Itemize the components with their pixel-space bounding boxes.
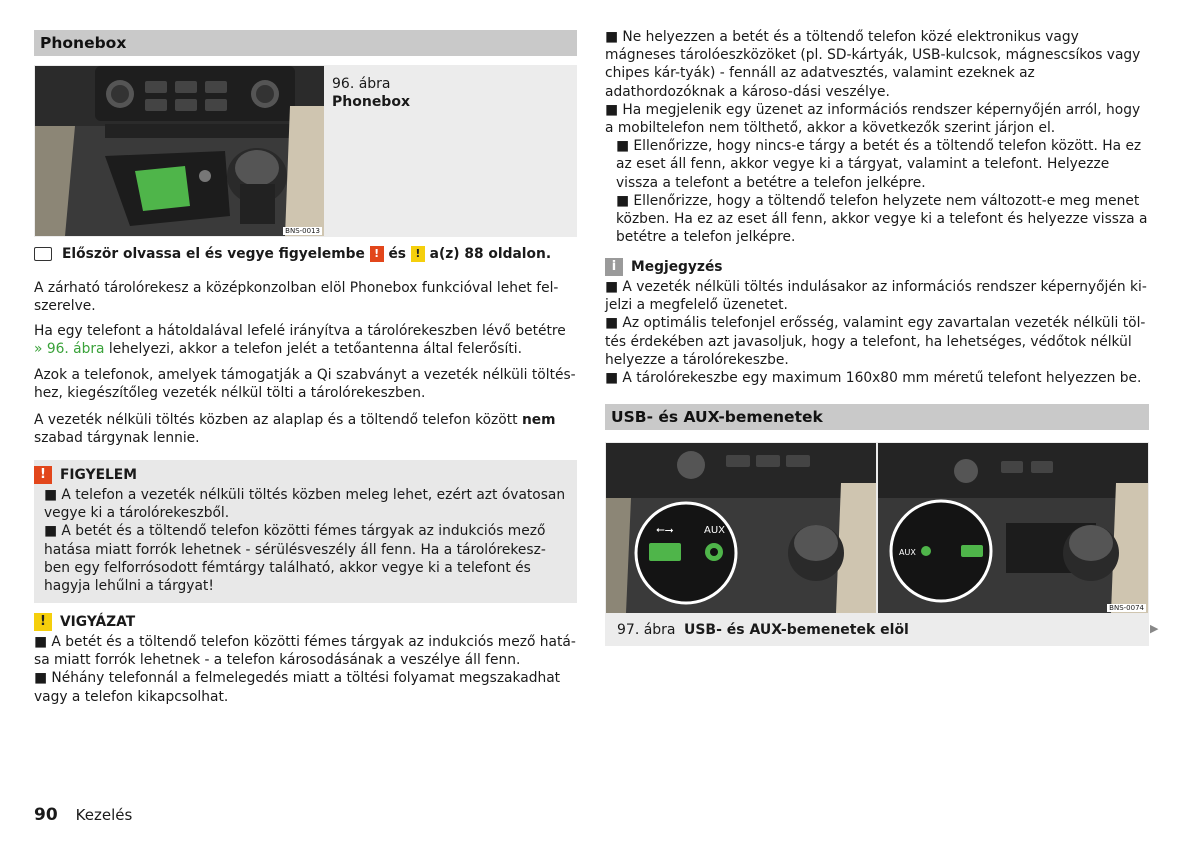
continue-arrow-icon: ▶ (1150, 622, 1159, 635)
section-heading: USB- és AUX-bemenetek (605, 404, 1149, 430)
phonebox-photo (35, 66, 324, 236)
figure-96 (34, 65, 577, 237)
aux-label: AUX (704, 525, 726, 536)
aux-label: AUX (899, 548, 916, 557)
bullet-list (605, 28, 1149, 246)
warning-box: ! FIGYELEM ■ A telefon a vezeték nélküli töltés közben meleg lehet, ezért azt óvatosan vegye ki a tárolórekeszből. ■ A betét és a töltendő telefon közötti fémes tárgyak az indukciós mező hatása miatt forrók lehetnek - sérülésveszély áll fenn. Ha a tárolórekesz-ben egy felforrósodott fémtárgy található, akkor vegye ki a telefont és hagyja lehűlni a tárgyat! (34, 460, 577, 603)
read-first-line: Először olvassa el és vegye figyelembe ! és ! a(z) 88 oldalon. (34, 246, 577, 262)
figure-97-caption (617, 622, 909, 638)
figure-link[interactable]: » 96. ábra (34, 341, 105, 358)
caution-item: ■ Néhány telefonnál a felmelegedés miatt a töltési folyamat megszakadhat vagy a telefon kikapcsolhat. (34, 670, 561, 705)
warning-item: ■ A betét és a töltendő telefon közötti fémes tárgyak az indukciós mező hatása miatt forrók lehetnek - sérülésveszély áll fenn. Ha a tárolórekesz-ben egy felforrósodott fémtárgy található, akkor vegye ki a telefont és hagyja lehűlni a tárgyat! (44, 523, 546, 595)
paragraph: A vezeték nélküli töltés közben az alaplap és a töltendő telefon között nem szabad tárgynak lennie. (34, 412, 556, 447)
note-item: ■ A tárolórekeszbe egy maximum 160x80 mm méretű telefont helyezzen be. (605, 370, 1142, 387)
note-item: ■ Az optimális telefonjel erősség, valamint egy zavartalan vezeték nélküli töl-tés érdekében azt javasoljuk, hogy a telefont, ha lehetséges, védőtok nélkül helyezze a tárolórekeszbe. (605, 315, 1146, 368)
paragraph: Azok a telefonok, amelyek támogatják a Qi szabványt a vezeték nélküli töltés-hez, kiegészítőleg vezeték nélkül tölti a tárolórekeszben. (34, 367, 576, 402)
caution-item: ■ A betét és a töltendő telefon közötti fémes tárgyak az indukciós mező hatá-sa miatt forrók lehetnek - a telefon károsodásának a veszélye áll fenn. (34, 634, 576, 669)
paragraph: Ha egy telefont a hátoldalával lefelé irányítva a tárolórekeszben lévő betétre » 96. ábra lehelyezi, akkor a telefon jelét a tetőantenna által felerősíti. (34, 323, 566, 358)
page-number: 90 (34, 805, 58, 825)
paragraph: A zárható tárolórekesz a középkonzolban elöl Phonebox funkcióval lehet fel-szerelve. (34, 280, 559, 315)
warning-icon: ! (370, 246, 384, 262)
bullet-item: ■ Ne helyezzen a betét és a töltendő telefon közé elektronikus vagy mágneses tárolóeszközöket (pl. SD-kártyák, USB-kulcsok, mágnescsíkos vagy chipes kár-tyák) - fennáll az adatvesztés, valamint ezeknek az adathordozóknak a károso-dási veszélye. (605, 29, 1141, 100)
book-icon (34, 247, 52, 261)
section-heading: Phonebox (34, 30, 577, 56)
section-name: Kezelés (75, 806, 133, 824)
figure-97 (605, 442, 1149, 646)
caution-icon: ! (411, 246, 425, 262)
note-item: ■ A vezeték nélküli töltés indulásakor az információs rendszer képernyőjén ki-jelzi a megfelelő üzenetet. (605, 279, 1147, 314)
figure-96-caption (332, 75, 410, 111)
sub-bullet-item: ■ Ellenőrizze, hogy a töltendő telefon helyzete nem változott-e meg menet közben. Ha ez az eset áll fenn, akkor vegye ki a telefont és helyezze vissza a betétre a telefon jelképre. (616, 192, 1148, 246)
bullet-item: ■ Ha megjelenik egy üzenet az információs rendszer képernyőjén arról, hogy a mobiltelefon nem tölthető, akkor a következők szerint járjon el. (605, 101, 1141, 137)
sub-bullet-item: ■ Ellenőrizze, hogy nincs-e tárgy a betét és a töltendő telefon között. Ha ez az eset áll fenn, akkor vegye ki a tárgyat, valamint a telefont. Helyezze vissza a telefont a betétre a telefon jelképre. (616, 138, 1142, 191)
usb-aux-photo (606, 443, 1148, 613)
svg-text:⭠⭢: ⭠⭢ (656, 523, 674, 536)
warning-icon: ! (34, 466, 52, 484)
warning-item: ■ A telefon a vezeték nélküli töltés közben meleg lehet, ezért azt óvatosan vegye ki a tárolórekeszből. (44, 487, 566, 522)
caution-box: ! VIGYÁZAT ■ A betét és a töltendő telefon közötti fémes tárgyak az indukciós mező hatá-sa miatt forrók lehetnek - a telefon károsodásának a veszélye áll fenn. ■ Néhány telefonnál a felmelegedés miatt a töltési folyamat megszakadhat vagy a telefon kikapcsolhat. (34, 614, 576, 705)
figure-number: 97. ábra (617, 622, 676, 638)
figure-code: BNS-0013 (285, 227, 320, 235)
figure-code: BNS-0074 (1109, 604, 1144, 612)
figure-title: Phonebox (332, 94, 410, 110)
info-icon: i (605, 258, 623, 276)
figure-title: USB- és AUX-bemenetek elöl (683, 622, 909, 638)
caution-icon: ! (34, 613, 52, 631)
page-footer (34, 805, 132, 825)
note-box: i Megjegyzés ■ A vezeték nélküli töltés indulásakor az információs rendszer képernyőjén ki-jelzi a megfelelő üzenetet. ■ Az optimális telefonjel erősség, valamint egy zavartalan vezeték nélküli töl-tés érdekében azt javasoljuk, hogy a telefont, ha lehetséges, védőtok nélkül helyezze a tárolórekeszbe. ■ A tárolórekeszbe egy maximum 160x80 mm méretű telefont helyezzen be. (605, 258, 1149, 387)
figure-number: 96. ábra (332, 76, 391, 92)
